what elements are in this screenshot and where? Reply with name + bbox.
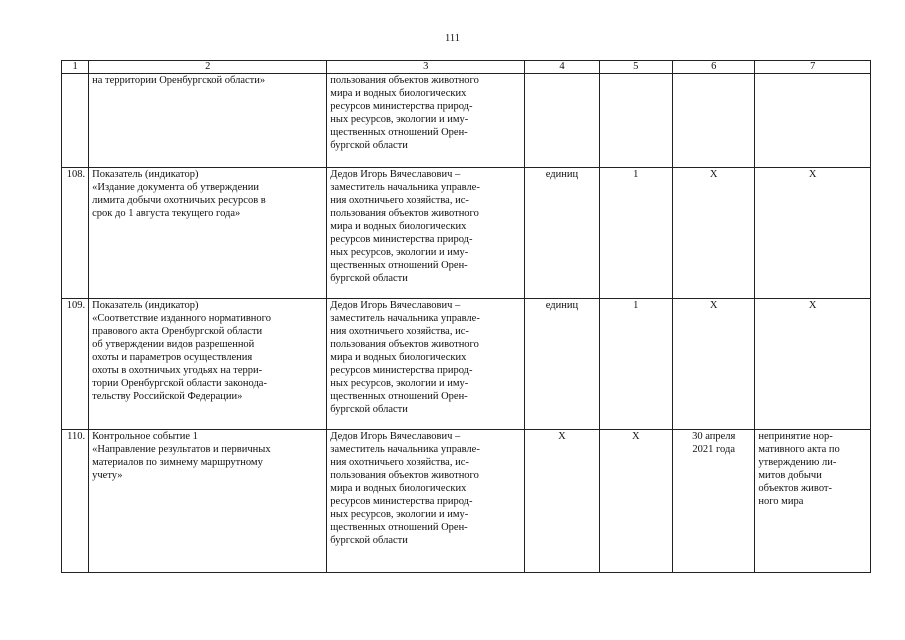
- text-line: ния охотничьего хозяйства, ис-: [330, 195, 469, 206]
- text-line: ресурсов министерства природ-: [330, 496, 473, 507]
- text-line: ресурсов министерства природ-: [330, 365, 473, 376]
- text-line: пользования объектов животного: [330, 470, 479, 481]
- text-line: об утверждении видов разрешенной: [92, 339, 255, 350]
- text-line: ных ресурсов, экологии и иму-: [330, 247, 469, 258]
- text-line: пользования объектов животного: [330, 208, 479, 219]
- header-cell: 2: [89, 61, 327, 74]
- cell-num: 110.: [62, 430, 89, 573]
- text-line: на территории Оренбургской области»: [92, 75, 266, 86]
- cell-unit: единиц: [525, 168, 599, 299]
- text-line: ресурсов министерства природ-: [330, 101, 473, 112]
- cell-unit: Х: [525, 430, 599, 573]
- text-line: срок до 1 августа текущего года»: [92, 208, 241, 219]
- header-cell: 7: [755, 61, 871, 74]
- text-line: мативного акта по: [758, 444, 840, 455]
- table-row-continuation: [62, 74, 871, 168]
- text-line: лимита добычи охотничьих ресурсов в: [92, 195, 266, 206]
- text-line: Дедов Игорь Вячеславович –: [330, 300, 461, 311]
- text-line: щественных отношений Орен-: [330, 522, 468, 533]
- text-line: ресурсов министерства природ-: [330, 234, 473, 245]
- cell-description: [89, 74, 327, 168]
- document-table: [61, 60, 871, 573]
- cell-deadline: [672, 168, 754, 299]
- text-line: бургской области: [330, 273, 408, 284]
- cell-deadline: [672, 299, 754, 430]
- cell-responsible: [327, 168, 525, 299]
- header-row: [62, 61, 871, 74]
- text-line: бургской области: [330, 140, 408, 151]
- text-line: ных ресурсов, экологии и иму-: [330, 509, 469, 520]
- text-line: заместитель начальника управле-: [330, 182, 480, 193]
- text-line: ния охотничьего хозяйства, ис-: [330, 457, 469, 468]
- text-line: непринятие нор-: [758, 431, 833, 442]
- cell-deadline: [672, 74, 754, 168]
- text-line: объектов живот-: [758, 483, 833, 494]
- text-line: бургской области: [330, 404, 408, 415]
- text-line: ных ресурсов, экологии и иму-: [330, 378, 469, 389]
- text-line: мира и водных биологических: [330, 352, 467, 363]
- cell-value: 1: [599, 168, 672, 299]
- text-line: охоты в охотничьих угодьях на терри-: [92, 365, 263, 376]
- text-line: Дедов Игорь Вячеславович –: [330, 431, 461, 442]
- text-line: ного мира: [758, 496, 804, 507]
- cell-note: [755, 430, 871, 573]
- text-line: учету»: [92, 470, 123, 481]
- header-cell: 6: [672, 61, 754, 74]
- text-line: материалов по зимнему маршрутному: [92, 457, 263, 468]
- text-line: утверждению ли-: [758, 457, 837, 468]
- text-line: правового акта Оренбургской области: [92, 326, 263, 337]
- cell-num: 108.: [62, 168, 89, 299]
- cell-num: [62, 74, 89, 168]
- text-line: пользования объектов животного: [330, 339, 479, 350]
- page-number: 111: [445, 33, 460, 44]
- cell-note: [755, 74, 871, 168]
- text-line: Х: [808, 169, 817, 180]
- text-line: мира и водных биологических: [330, 221, 467, 232]
- cell-note: [755, 299, 871, 430]
- cell-num: 109.: [62, 299, 89, 430]
- text-line: Показатель (индикатор): [92, 169, 199, 180]
- text-line: щественных отношений Орен-: [330, 391, 468, 402]
- table-row: [62, 299, 871, 430]
- text-line: ния охотничьего хозяйства, ис-: [330, 326, 469, 337]
- text-line: 2021 года: [692, 444, 735, 455]
- text-line: бургской области: [330, 535, 408, 546]
- header-cell: 5: [599, 61, 672, 74]
- text-line: Показатель (индикатор): [92, 300, 199, 311]
- cell-responsible: [327, 299, 525, 430]
- text-line: «Издание документа об утверждении: [92, 182, 260, 193]
- text-line: мира и водных биологических: [330, 483, 467, 494]
- text-line: Х: [709, 169, 718, 180]
- text-line: Х: [808, 300, 817, 311]
- header-cell: 1: [62, 61, 89, 74]
- text-line: щественных отношений Орен-: [330, 260, 468, 271]
- cell-responsible: [327, 430, 525, 573]
- table-row: [62, 168, 871, 299]
- cell-responsible: [327, 74, 525, 168]
- text-line: Дедов Игорь Вячеславович –: [330, 169, 461, 180]
- text-line: охоты и параметров осуществления: [92, 352, 253, 363]
- text-line: Х: [709, 300, 718, 311]
- text-line: мира и водных биологических: [330, 88, 467, 99]
- cell-value: Х: [599, 430, 672, 573]
- table-row: [62, 430, 871, 573]
- text-line: ных ресурсов, экологии и иму-: [330, 114, 469, 125]
- cell-unit: единиц: [525, 299, 599, 430]
- text-line: митов добычи: [758, 470, 822, 481]
- cell-note: [755, 168, 871, 299]
- cell-unit: [525, 74, 599, 168]
- text-line: тории Оренбургской области законода-: [92, 378, 267, 389]
- text-line: пользования объектов животного: [330, 75, 479, 86]
- cell-description: [89, 430, 327, 573]
- text-line: заместитель начальника управле-: [330, 313, 480, 324]
- text-line: щественных отношений Орен-: [330, 127, 468, 138]
- text-line: тельству Российской Федерации»: [92, 391, 243, 402]
- text-line: заместитель начальника управле-: [330, 444, 480, 455]
- cell-description: [89, 168, 327, 299]
- header-cell: 3: [327, 61, 525, 74]
- text-line: «Соответствие изданного нормативного: [92, 313, 271, 324]
- cell-value: 1: [599, 299, 672, 430]
- text-line: «Направление результатов и первичных: [92, 444, 271, 455]
- cell-value: [599, 74, 672, 168]
- text-line: 30 апреля: [692, 431, 736, 442]
- cell-description: [89, 299, 327, 430]
- cell-deadline: [672, 430, 754, 573]
- text-line: Контрольное событие 1: [92, 431, 198, 442]
- header-cell: 4: [525, 61, 599, 74]
